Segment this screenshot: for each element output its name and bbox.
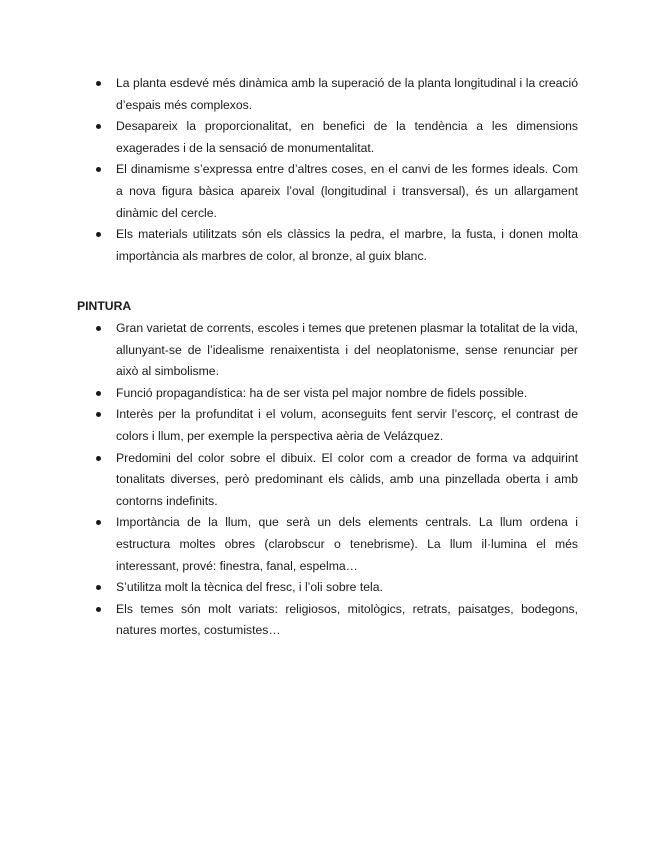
list-item-text: Gran varietat de corrents, escoles i temes que pretenen plasmar la totalitat de la vida, allunyant-se de l’idealisme renaixentista i del neoplatonisme, sense renunciar per això al simbolisme. [116, 321, 579, 379]
list-item [96, 116, 578, 159]
list-item [96, 159, 578, 224]
list-item [96, 318, 578, 383]
list-item [96, 224, 578, 267]
list-item-text: Els temes són molt variats: religiosos, mitològics, retrats, paisatges, bodegons, natures mortes, costumistes… [116, 601, 578, 638]
list-item-text: La planta esdevé més dinàmica amb la superació de la planta longitudinal i la creació d’espais més complexos. [116, 76, 578, 112]
architecture-bullet-list [96, 73, 578, 267]
bullet-icon [96, 456, 101, 461]
bullet-icon [96, 232, 101, 237]
bullet-icon [96, 412, 101, 417]
bullet-icon [96, 607, 101, 612]
list-item-text: El dinamisme s’expressa entre d’altres coses, en el canvi de les formes ideals. Com a nova figura bàsica apareix l’oval (longitudinal i transversal), és un allargament dinàmic del cercle. [116, 162, 578, 220]
list-item-text: Funció propagandística: ha de ser vista pel major nombre de fidels possible. [116, 385, 528, 400]
list-item [96, 404, 578, 447]
list-item [96, 512, 578, 577]
list-item-text: Els materials utilitzats són els clàssics la pedra, el marbre, la fusta, i donen molta importància als marbres de color, al bronze, al guix blanc. [116, 227, 578, 263]
bullet-icon [96, 585, 101, 590]
list-item-text: Interès per la profunditat i el volum, aconseguits fent servir l’escorç, el contrast de colors i llum, per exemple la perspectiva aèria de Velázquez. [116, 407, 578, 443]
bullet-icon [96, 167, 101, 172]
list-item [96, 448, 578, 513]
bullet-icon [96, 520, 101, 525]
pintura-bullet-list [96, 318, 578, 642]
bullet-icon [96, 326, 101, 331]
list-item-text: Predomini del color sobre el dibuix. El color com a creador de forma va adquirint tonalitats diverses, però predominant els càlids, amb una pinzellada oberta i amb contorns indefinits. [116, 450, 578, 508]
section-heading-pintura: PINTURA [77, 299, 132, 313]
list-item [96, 73, 578, 116]
list-item [96, 383, 578, 405]
list-item-text: S’utilitza molt la tècnica del fresc, i l’oli sobre tela. [116, 580, 383, 595]
bullet-icon [96, 391, 101, 396]
list-item-text: Importància de la llum, que serà un dels elements centrals. La llum ordena i estructura moltes obres (clarobscur o tenebrisme). La llum il·lumina el més interessant, prové: finestra, fanal, espelma… [116, 515, 578, 573]
bullet-icon [96, 124, 101, 129]
list-item-text: Desapareix la proporcionalitat, en benefici de la tendència a les dimensions exagerades i de la sensació de monumentalitat. [116, 119, 578, 155]
list-item [96, 599, 578, 642]
bullet-icon [96, 81, 101, 86]
list-item [96, 577, 578, 599]
